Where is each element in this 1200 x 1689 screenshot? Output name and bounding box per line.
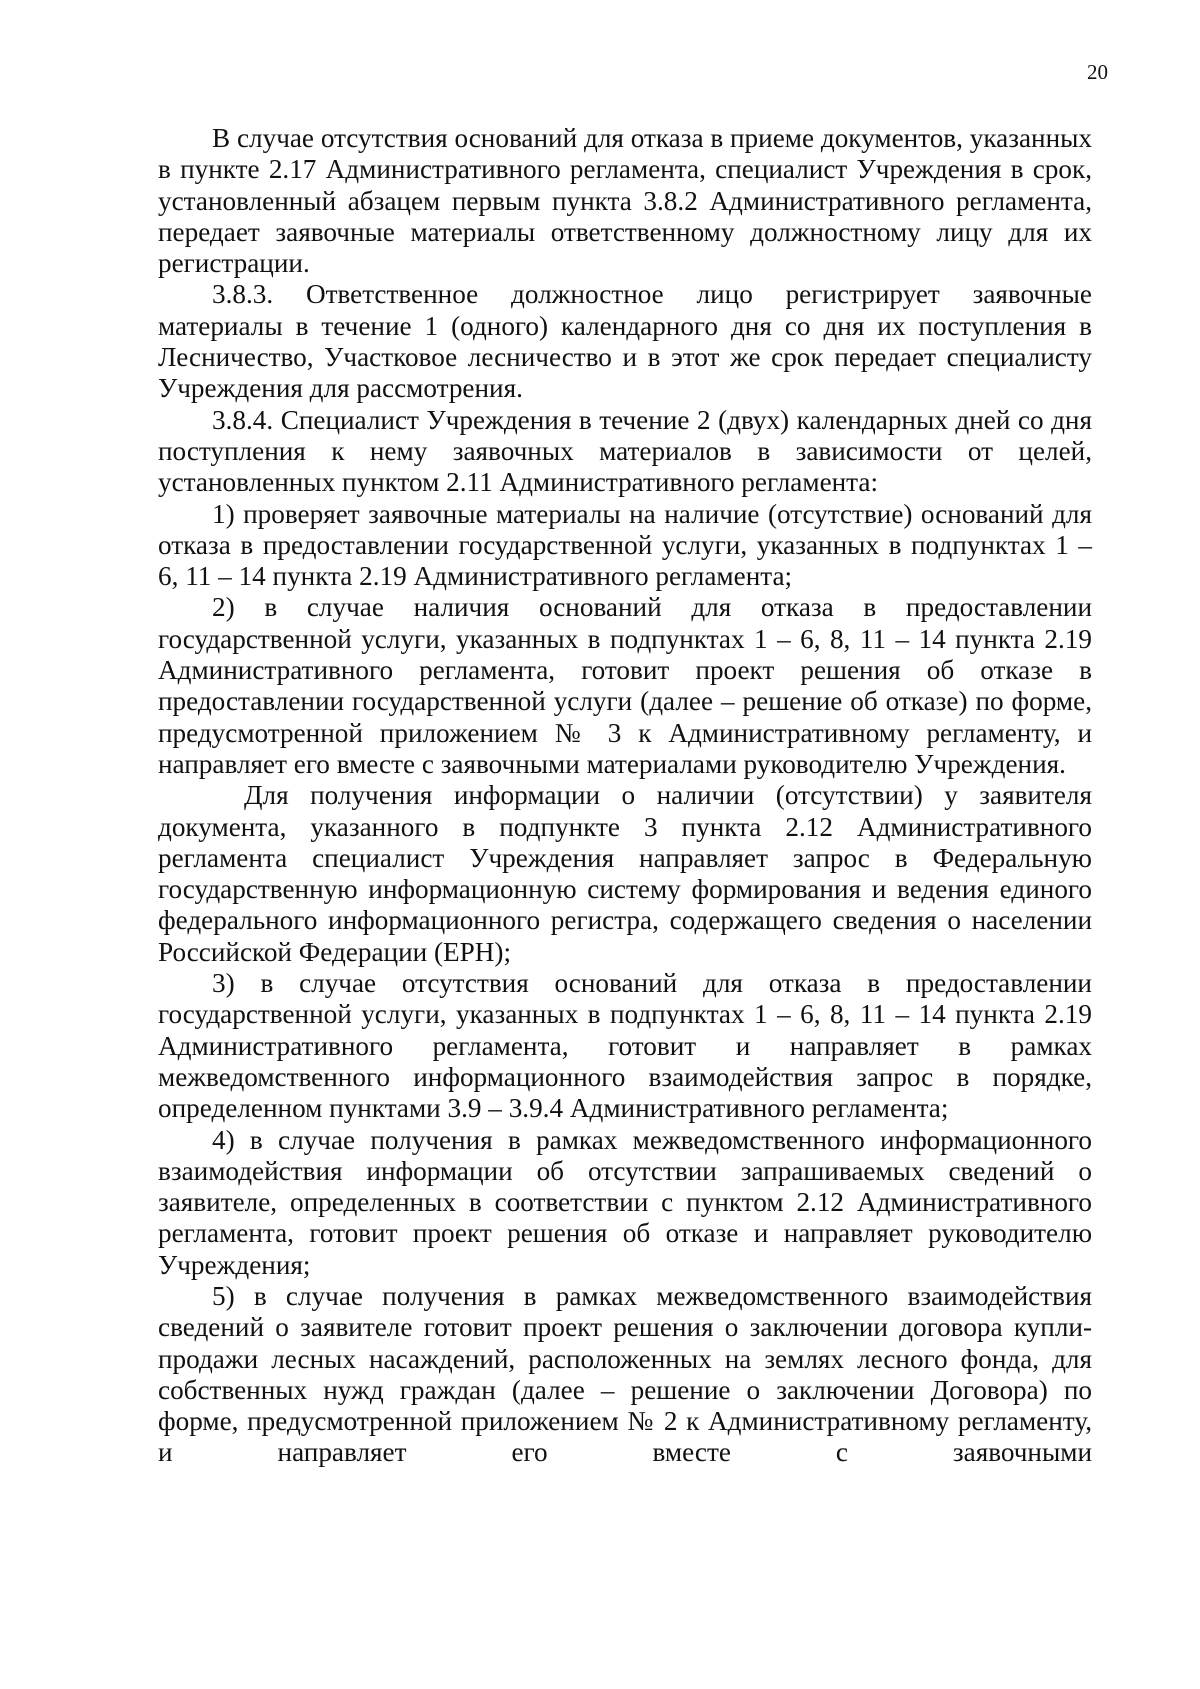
list-item-1: 1) проверяет заявочные материалы на наличие (отсутствие) оснований для отказа в предоставлении государственной услуги, указанных в подпунктах 1 – 6, 11 – 14 пункта 2.19 Административного регламента; — [158, 498, 1092, 592]
document-body — [158, 123, 1092, 1469]
paragraph-3-8-3: 3.8.3. Ответственное должностное лицо регистрирует заявочные материалы в течение 1 (одного) календарного дня со дня их поступления в Лесничество, Участковое лесничество и в этот же срок передает специалисту Учреждения для рассмотрения. — [158, 279, 1092, 404]
paragraph-ern-request: Для получения информации о наличии (отсутствии) у заявителя документа, указанного в подпункте 3 пункта 2.12 Административного регламента специалист Учреждения направляет запрос в Федеральную государственную информационную систему формирования и ведения единого федерального информационного регистра, содержащего сведения о населении Российской Федерации (ЕРН); — [158, 780, 1092, 967]
page-number: 20 — [1087, 60, 1108, 84]
list-item-2: 2) в случае наличия оснований для отказа в предоставлении государственной услуги, указанных в подпунктах 1 – 6, 8, 11 – 14 пункта 2.19 Административного регламента, готовит проект решения об отказе в предоставлении государственной услуги (далее – решение об отказе) по форме, предусмотренной приложением № 3 к Административному регламенту, и направляет его вместе с заявочными материалами руководителю Учреждения. — [158, 592, 1092, 779]
list-item-3: 3) в случае отсутствия оснований для отказа в предоставлении государственной услуги, указанных в подпунктах 1 – 6, 8, 11 – 14 пункта 2.19 Административного регламента, готовит и направляет в рамках межведомственного информационного взаимодействия запрос в порядке, определенном пунктами 3.9 – 3.9.4 Административного регламента; — [158, 968, 1092, 1124]
paragraph-no-refusal-grounds: В случае отсутствия оснований для отказа в приеме документов, указанных в пункте 2.17 Административного регламента, специалист Учреждения в срок, установленный абзацем первым пункта 3.8.2 Административного регламента, передает заявочные материалы ответственному должностному лицу для их регистрации. — [158, 123, 1092, 279]
paragraph-3-8-4: 3.8.4. Специалист Учреждения в течение 2 (двух) календарных дней со дня поступления к нему заявочных материалов в зависимости от целей, установленных пунктом 2.11 Административного регламента: — [158, 404, 1092, 498]
list-item-4: 4) в случае получения в рамках межведомственного информационного взаимодействия информации об отсутствии запрашиваемых сведений о заявителе, определенных в соответствии с пунктом 2.12 Административного регламента, готовит проект решения об отказе и направляет руководителю Учреждения; — [158, 1124, 1092, 1280]
list-item-5: 5) в случае получения в рамках межведомственного взаимодействия сведений о заявителе готовит проект решения о заключении договора купли-продажи лесных насаждений, расположенных на землях лесного фонда, для собственных нужд граждан (далее – решение о заключении Договора) по форме, предусмотренной приложением № 2 к Административному регламенту, и направляет его вместе с заявочными — [158, 1280, 1092, 1468]
